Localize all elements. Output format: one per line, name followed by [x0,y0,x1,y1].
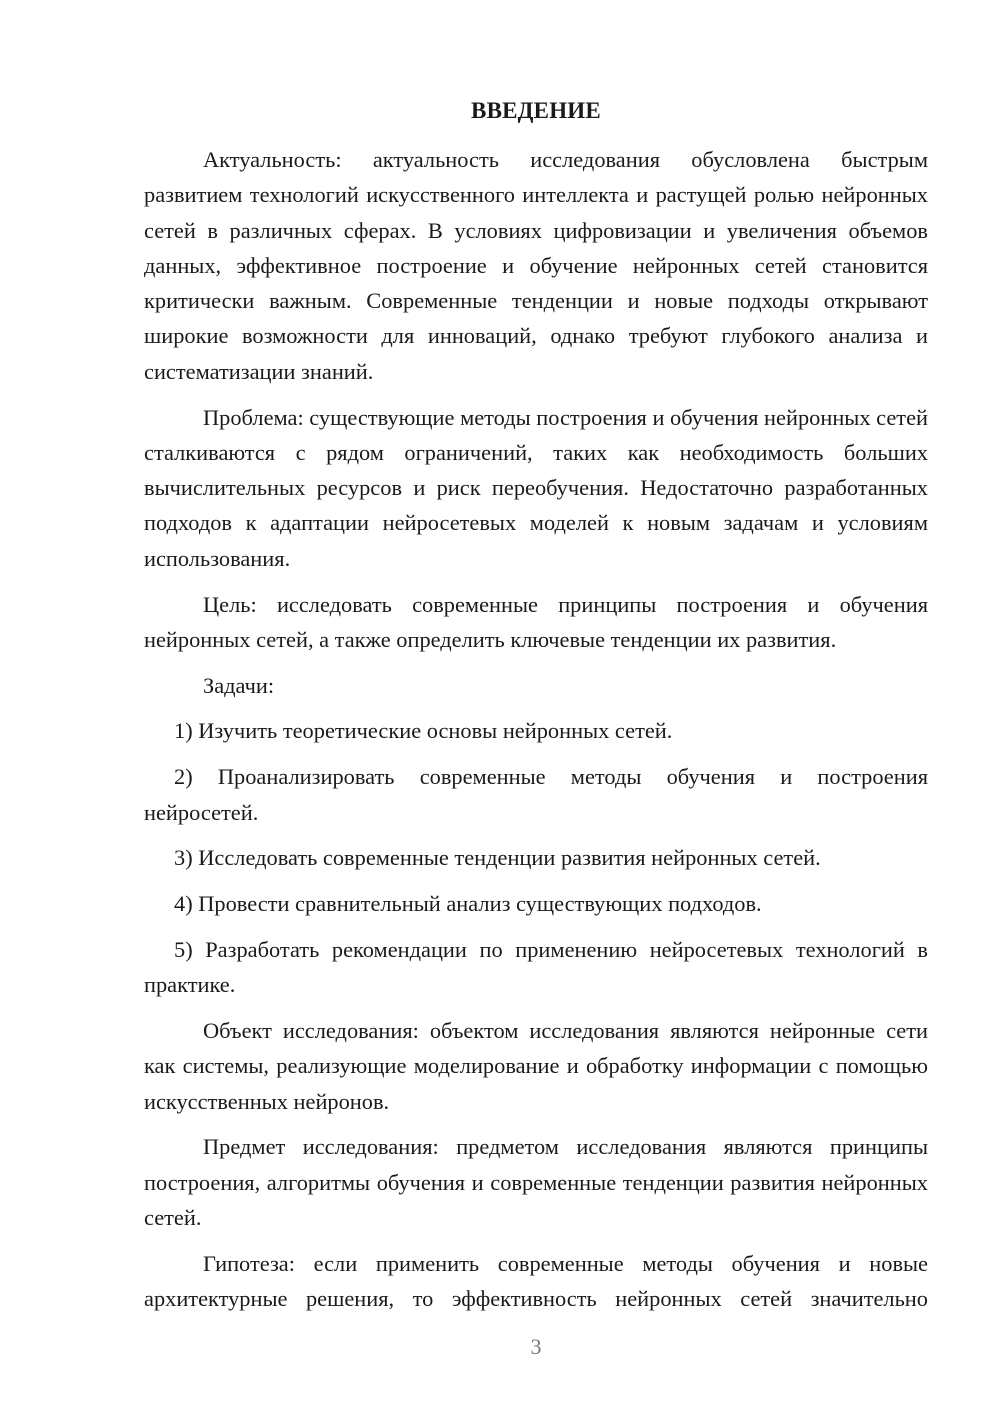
task-item-4: 4) Провести сравнительный анализ существующих подходов. [174,891,762,917]
task-item-5: 5) Разработать рекомендации по применению нейросетевых технологий в практике. [144,936,928,998]
paragraph-problem: Проблема: существующие методы построения и обучения нейронных сетей сталкиваются с рядом ограничений, таких как необходимость больших вычислительных ресурсов и риск переобучения. Недостаточно разработанных подходов к адаптации нейросетевых моделей к новым задачам и условиям использования. [144,404,928,571]
body-text [144,142,928,1327]
task-item-1: 1) Изучить теоретические основы нейронных сетей. [174,718,673,744]
section-title: ВВЕДЕНИЕ [471,98,601,123]
paragraph-hypothesis: Гипотеза: если применить современные методы обучения и новые архитектурные решения, то эффективность нейронных сетей значительно [144,1250,928,1312]
paragraph-subject: Предмет исследования: предметом исследования являются принципы построения, алгоритмы обучения и современные тенденции развития нейронных сетей. [144,1134,928,1231]
task-item-2: 2) Проанализировать современные методы обучения и построения нейросетей. [144,764,928,825]
page-number: 3 [530,1334,542,1359]
paragraph-object: Объект исследования: объектом исследования являются нейронные сети как системы, реализующие моделирование и обработку информации с помощью искусственных нейронов. [144,1018,928,1114]
task-item-3: 3) Исследовать современные тенденции развития нейронных сетей. [174,845,821,871]
paragraph-goal: Цель: исследовать современные принципы построения и обучения нейронных сетей, а также определить ключевые тенденции их развития. [144,591,928,652]
paragraph-tasks-heading: Задачи: [203,672,275,698]
paragraph-relevance: Актуальность: актуальность исследования обусловлена быстрым развитием технологий искусственного интеллекта и растущей ролью нейронных сетей в различных сферах. В условиях цифровизации и увеличения объемов данных, эффективное построение и обучение нейронных сетей становится критически важным. Современные тенденции и новые подходы открывают широкие возможности для инноваций, однако требуют глубокого анализа и систематизации знаний. [144,147,928,384]
